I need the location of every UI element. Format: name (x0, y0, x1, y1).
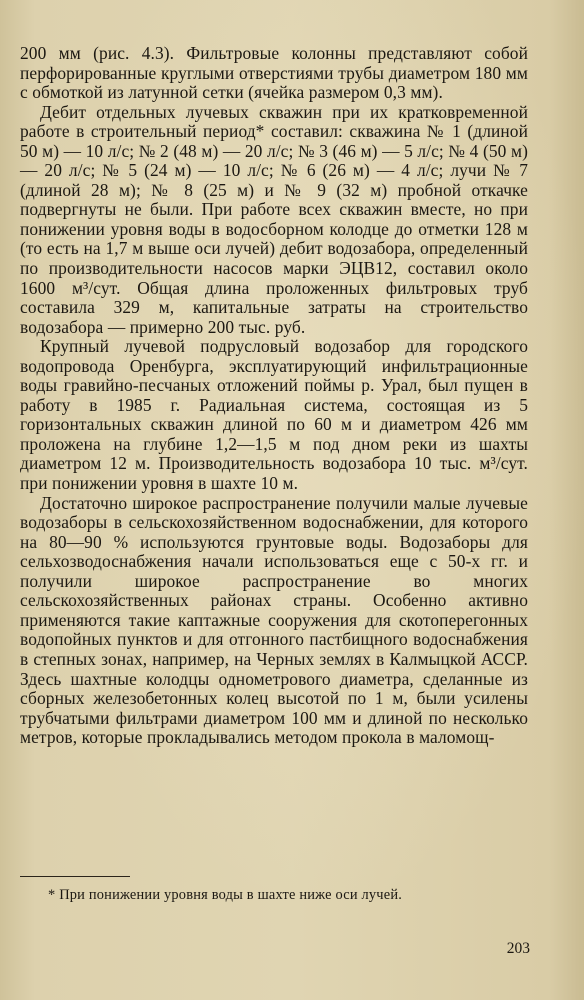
footnote: * При понижении уровня воды в шахте ниже оси лучей. (48, 887, 403, 903)
body-text (20, 44, 528, 748)
paragraph-agricultural-intakes: Достаточно широкое распространение получили малые лучевые водозаборы в сельскохозяйственном водоснабжении, для которого на 80—90 % используются грунтовые воды. Водозаборы для сельхозводоснабжения начали использоваться еще с 50-х гг. и получили широкое распространение во многих сельскохозяйственных районах страны. Особенно активно применяются такие каптажные сооружения для скотоперегонных водопойных пунктов и для отгонного пастбищного водоснабжения в степных зонах, например, на Черных землях в Калмыцкой АССР. Здесь шахтные колодцы однометрового диаметра, сделанные из сборных железобетонных колец высотой по 1 м, были усилены трубчатыми фильтрами диаметром 100 мм и длиной по несколько метров, которые прокладывались методом прокола в маломощ- (20, 492, 528, 748)
paragraph-orenburg-intake: Крупный лучевой подрусловый водозабор для городского водопровода Оренбурга, эксплуатирующий инфильтрационные воды гравийно-песчаных отложений поймы р. Урал, был пущен в работу в 1985 г. Радиальная система, состоящая из 5 горизонтальных скважин длиной по 60 м и диаметром 426 мм проложена на глубине 1,2—1,5 м под дном реки из шахты диаметром 12 м. Производительность водозабора 10 тыс. м³/сут. при понижении уровня в шахте 10 м. (20, 336, 528, 494)
paragraph-continuation: 200 мм (рис. 4.3). Фильтровые колонны представляют собой перфорированные круглыми отверстиями трубы диаметром 180 мм с обмоткой из латунной сетки (ячейка размером 0,3 мм). (20, 43, 528, 103)
footnote-divider (20, 876, 130, 877)
page-number: 203 (506, 940, 530, 957)
paragraph-well-yield: Дебит отдельных лучевых скважин при их кратковременной работе в строительный период* составил: скважина № 1 (длиной 50 м) — 10 л/с; № 2 (48 м) — 20 л/с; № 3 (46 м) — 5 л/с; № 4 (50 м) — 20 л/с; № 5 (24 м) — 10 л/с; № 6 (26 м) — 4 л/с; лучи № 7 (длиной 28 м); № 8 (25 м) и № 9 (32 м) пробной откачке подвергнуты не были. При работе всех скважин вместе, но при понижении уровня воды в водосборном колодце до отметки 128 м (то есть на 1,7 м выше оси лучей) дебит водозабора, определенный по производительности насосов марки ЭЦВ12, составил около 1600 м³/сут. Общая длина проложенных фильтровых труб составила 329 м, капитальные затраты на строительство водозабора — примерно 200 тыс. руб. (20, 101, 528, 337)
